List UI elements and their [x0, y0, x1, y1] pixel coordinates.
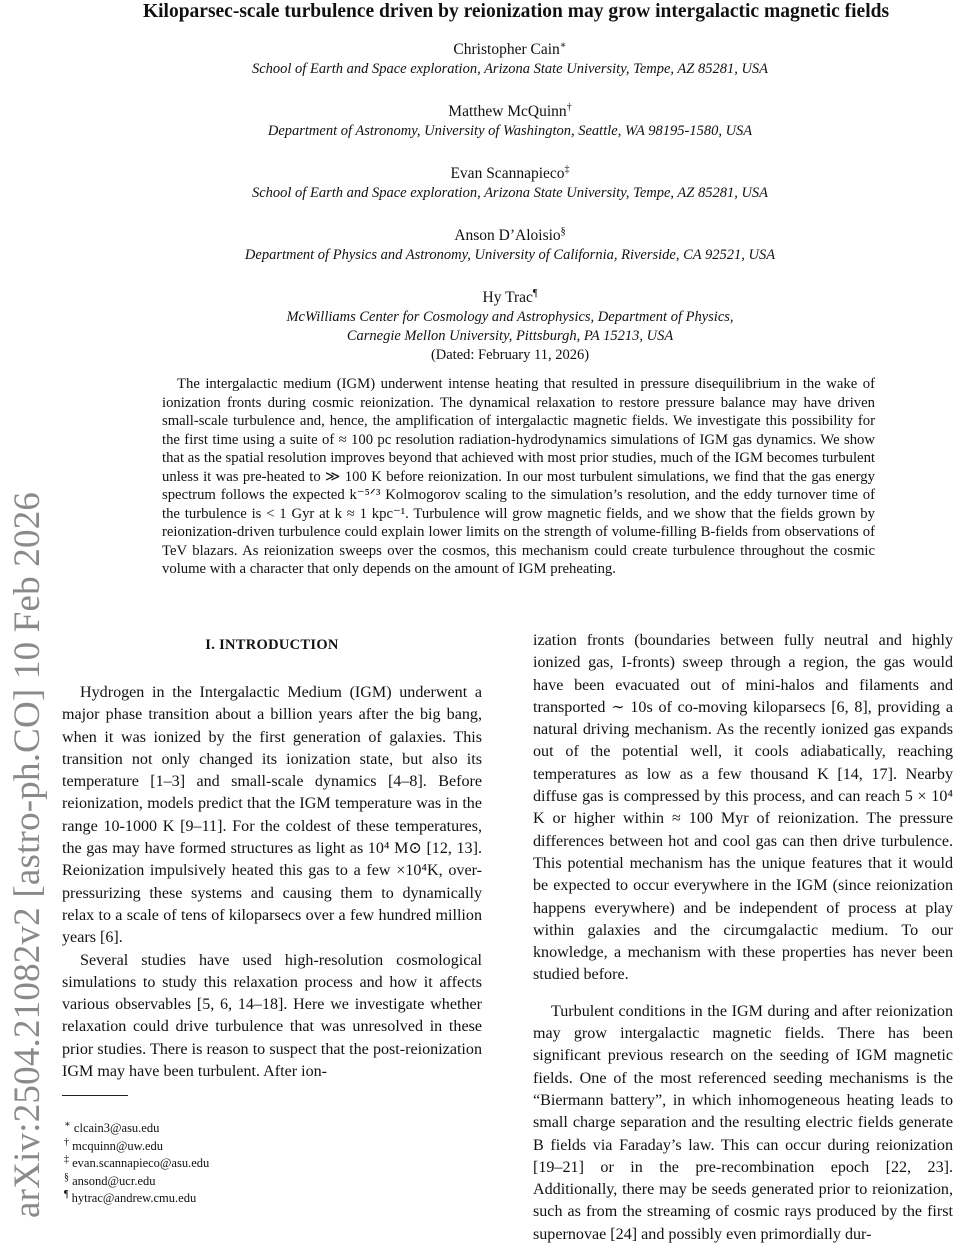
author-affiliation: School of Earth and Space exploration, Arizona State University, Tempe, AZ 85281, USA [251, 185, 769, 201]
footnote: † mcquinn@uw.edu [64, 1136, 164, 1153]
body-paragraph: Turbulent conditions in the IGM during and after reionization may grow intergalactic magnetic fields. There has been significant previous research on the seeding of IGM magnetic fields. One of the most referenced seeding mechanisms is the “Biermann battery”, in which inhomogeneous heating leads to small charge separation and the resulting electric fields generate B fields via Faraday’s law. This can occur during reionization [19–21] or in the pre-recombination epoch [22, 23]. Additionally, there may be seeds generated prior to reionization, such as from the streaming of cosmic rays produced by the first supernovae [24] and possibly even primordially dur- [533, 1002, 953, 1243]
author-affiliation: School of Earth and Space exploration, Arizona State University, Tempe, AZ 85281, USA [251, 61, 769, 77]
footnote-mark: § [560, 225, 566, 237]
author-name: Christopher Cain∗ [453, 39, 567, 58]
footnote-mark: † [566, 101, 572, 113]
paragraph-gap [533, 987, 953, 1001]
body-paragraph: Hydrogen in the Intergalactic Medium (IGM) underwent a major phase transition about a billion years after the big bang, when it was ionized by the first generation of galaxies. This transition not only changed its ionization state, but also its temperature [1–3] and small-scale dynamics [4–8]. Before reionization, models predict that the IGM temperature was in the range 10-1000 K [9–11]. For the coldest of these temperatures, the gas may have formed structures as light as 10⁴ M⊙ [12, 13]. Reionization impulsively heated this gas to a few ×10⁴K, over-pressurizing these systems and causing them to dynamically relax to a scale of tens of kiloparsecs over a few hundred million years [6]. [62, 684, 482, 947]
arxiv-identifier-sidebar [4, 258, 52, 1218]
footnote: § ansond@ucr.edu [64, 1171, 156, 1188]
footnote-mark: ¶ [532, 287, 538, 299]
footnote: ¶ hytrac@andrew.cmu.edu [64, 1189, 197, 1206]
arxiv-identifier-text: arXiv:2504.21082v2 [astro-ph.CO] 10 Feb 2026 [7, 491, 48, 1218]
author-name: Anson D’Aloisio§ [454, 225, 566, 244]
footnote-mark: ‡ [564, 163, 570, 175]
footnote-mark: ∗ [559, 39, 567, 51]
footnote-rule [62, 1095, 128, 1096]
author-name: Hy Trac¶ [482, 287, 538, 306]
author-block [150, 164, 870, 203]
body-paragraph: Several studies have used high-resolution cosmological simulations to study this relaxation process and how it affects various observables [5, 6, 14–18]. Here we investigate whether relaxation could drive turbulence that was unresolved in these prior studies. There is reason to suspect that the post-reionization IGM may have been turbulent. After ion- [62, 951, 482, 1081]
author-affiliation: Carnegie Mellon University, Pittsburgh, PA 15213, USA [346, 328, 674, 344]
footnote: ∗ clcain3@asu.edu [64, 1119, 160, 1136]
author-name: Matthew McQuinn† [448, 101, 572, 120]
date-line: (Dated: February 11, 2026) [430, 347, 590, 363]
abstract: The intergalactic medium (IGM) underwent intense heating that resulted in pressure disequilibrium in the wake of ionization fronts during cosmic reionization. The dynamical relaxation to restore pressure balance may have driven small-scale turbulence and, hence, the amplification of intergalactic magnetic fields. We investigate this possibility for the first time using a suite of ≈ 100 pc resolution radiation-hydrodynamics simulations of IGM gas dynamics. We show that as the spatial resolution improves beyond that achieved with most prior studies, much of the IGM becomes turbulent unless it was pre-heated to ≫ 100 K before reionization. In our most turbulent simulations, we find that the gas energy spectrum follows the expected k⁻⁵ᐟ³ Kolmogorov scaling to the simulation’s resolution, and the eddy turnover time of the turbulence is < 1 Gyr at k ≈ 1 kpc⁻¹. Turbulence will grow magnetic fields, and we show that the fields grown by reionization-driven turbulence could explain lower limits on the strength of volume-filling B-fields from observations of TeV blazars. As reionization sweeps over the cosmos, this mechanism could create turbulence throughout the cosmic volume with a character that only depends on the amount of IGM preheating. [162, 376, 875, 577]
author-list [150, 40, 870, 365]
body-paragraph: ization fronts (boundaries between fully neutral and highly ionized gas, I-fronts) sweep through a region, the gas would have been evacuated out of mini-halos and filaments and transported ∼ 10s of co-moving kiloparsecs [6, 8], providing a natural driving mechanism. As the recently ionized gas expands out of the potential well, it cools adiabatically, reaching temperatures as low as a few thousand K [14, 17]. Nearby diffuse gas is compressed by this process, and can reach 5 × 10⁴ K or higher within ≈ 100 Myr of reionization. The pressure differences between hot and cool gas can then drive turbulence. This potential mechanism has the unique features that it would be expected to occur everywhere in the IGM (since reionization happens everywhere) and be independent of process at play within galaxies and the circumgalactic medium. To our knowledge, a mechanism with these properties has never been studied before. [533, 632, 953, 984]
right-column [533, 630, 953, 1246]
author-affiliation: Department of Astronomy, University of Washington, Seattle, WA 98195-1580, USA [267, 123, 753, 139]
author-affiliation: McWilliams Center for Cosmology and Astrophysics, Department of Physics, [286, 309, 734, 325]
author-block [150, 102, 870, 141]
section-heading: I. INTRODUCTION [205, 637, 339, 653]
paper-title: Kiloparsec-scale turbulence driven by reionization may grow intergalactic magnetic fields [142, 1, 890, 22]
author-block [150, 40, 870, 79]
author-block [150, 226, 870, 265]
left-column [62, 630, 482, 1208]
author-block [150, 288, 870, 365]
footnote: ‡ evan.scannapieco@asu.edu [64, 1154, 210, 1171]
author-name: Evan Scannapieco‡ [450, 163, 570, 182]
author-affiliation: Department of Physics and Astronomy, University of California, Riverside, CA 92521, USA [244, 247, 776, 263]
